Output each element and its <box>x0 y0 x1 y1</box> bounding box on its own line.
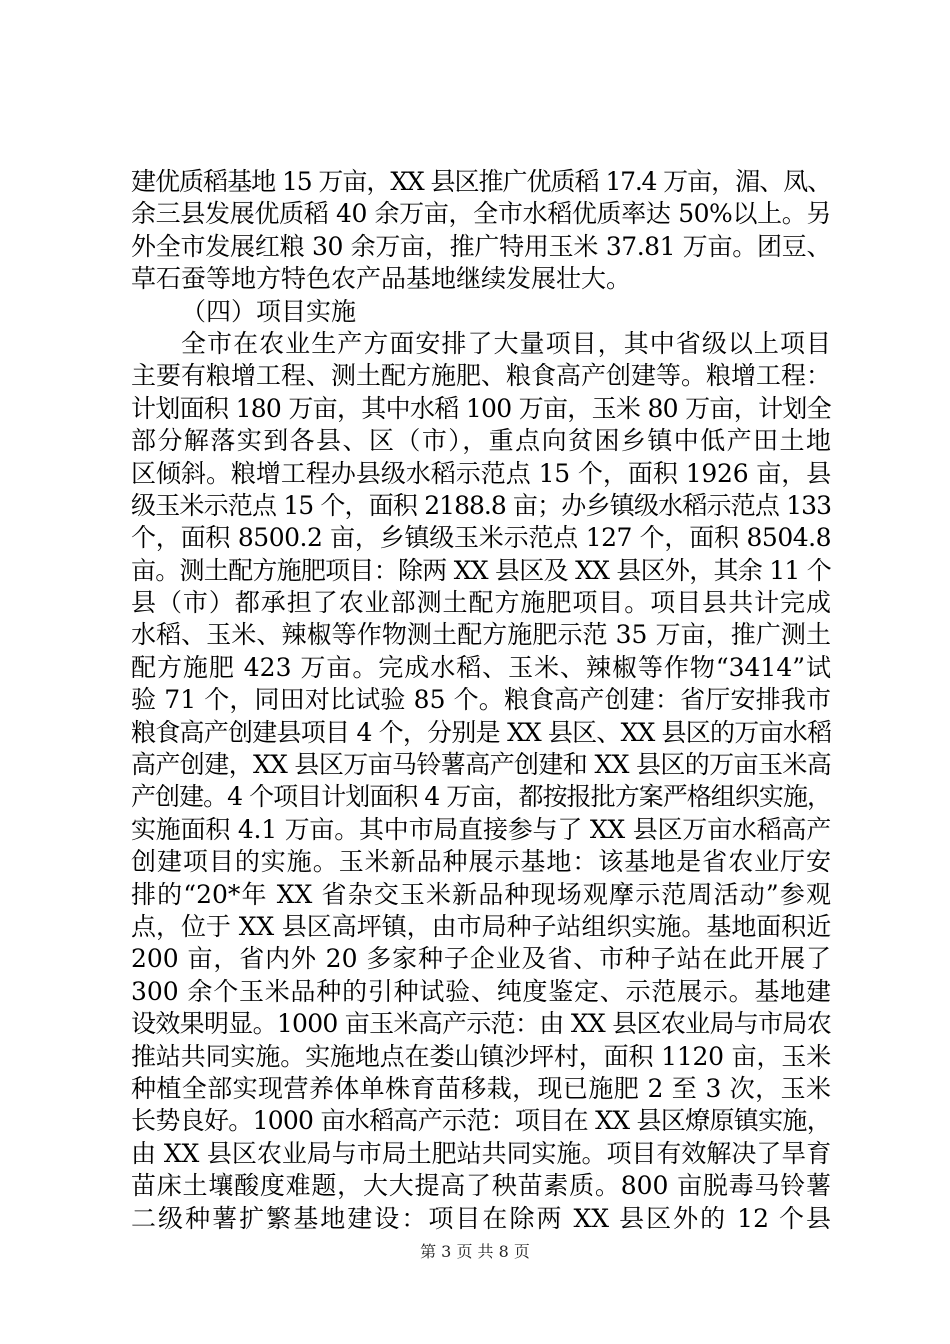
paragraph-line: 种植全部实现营养体单株育苗移栽，现已施肥 2 至 3 次，玉米 <box>131 1073 831 1103</box>
paragraph-line: 粮食高产创建县项目 4 个，分别是 XX 县区、XX 县区的万亩水稻 <box>131 717 831 747</box>
paragraph-line: 水稻、玉米、辣椒等作物测土配方施肥示范 35 万亩，推广测土 <box>131 620 831 650</box>
document-body <box>131 166 831 1235</box>
paragraph-line: 设效果明显。1000 亩玉米高产示范：由 XX 县区农业局与市局农 <box>131 1009 831 1039</box>
paragraph-line: 个，面积 8500.2 亩，乡镇级玉米示范点 127 个，面积 8504.8 <box>131 523 831 553</box>
page-footer <box>0 1239 950 1262</box>
paragraph-line: 部分解落实到各县、区（市），重点向贫困乡镇中低产田土地 <box>131 426 831 456</box>
paragraph-line: 推站共同实施。实施地点在娄山镇沙坪村，面积 1120 亩，玉米 <box>131 1041 831 1071</box>
paragraph-line: 余三县发展优质稻 40 余万亩，全市水稻优质率达 50%以上。另 <box>131 199 831 229</box>
paragraph-line: 苗床土壤酸度难题，大大提高了秧苗素质。800 亩脱毒马铃薯 <box>131 1171 831 1201</box>
paragraph-line: 主要有粮增工程、测土配方施肥、粮食高产创建等。粮增工程： <box>131 361 832 391</box>
paragraph-line: 草石蚕等地方特色农产品基地继续发展壮大。 <box>131 264 632 294</box>
paragraph-line: 高产创建，XX 县区万亩马铃薯高产创建和 XX 县区的万亩玉米高 <box>131 750 831 780</box>
paragraph-line: 由 XX 县区农业局与市局土肥站共同实施。项目有效解决了旱育 <box>131 1138 831 1168</box>
paragraph-line: 二级种薯扩繁基地建设：项目在除两 XX 县区外的 12 个县 <box>131 1203 831 1233</box>
page-number: 第 3 页 共 8 页 <box>420 1242 530 1261</box>
paragraph-line: 300 余个玉米品种的引种试验、纯度鉴定、示范展示。基地建 <box>131 976 831 1006</box>
paragraph-line: 长势良好。1000 亩水稻高产示范：项目在 XX 县区燎原镇实施， <box>131 1106 831 1136</box>
paragraph-line: 验 71 个，同田对比试验 85 个。粮食高产创建：省厅安排我市 <box>131 685 831 715</box>
paragraph-line: 排的“20*年 XX 省杂交玉米新品种现场观摩示范周活动”参观 <box>131 879 831 909</box>
paragraph-line: 区倾斜。粮增工程办县级水稻示范点 15 个，面积 1926 亩，县 <box>131 458 831 488</box>
paragraph-line: 建优质稻基地 15 万亩，XX 县区推广优质稻 17.4 万亩，湄、凤、 <box>131 167 831 196</box>
paragraph-line: 实施面积 4.1 万亩。其中市局直接参与了 XX 县区万亩水稻高产 <box>131 814 831 844</box>
paragraph-line: 计划面积 180 万亩，其中水稻 100 万亩，玉米 80 万亩，计划全 <box>131 393 831 423</box>
paragraph-line: 全市在农业生产方面安排了大量项目，其中省级以上项目 <box>181 328 831 358</box>
paragraph-line: 点，位于 XX 县区高坪镇，由市局种子站组织实施。基地面积近 <box>131 911 831 941</box>
paragraph-line: 产创建。4 个项目计划面积 4 万亩，都按报批方案严格组织实施， <box>131 782 831 812</box>
paragraph-line: 亩。测土配方施肥项目：除两 XX 县区及 XX 县区外，其余 11 个 <box>131 555 831 585</box>
paragraph-line: 配方施肥 423 万亩。完成水稻、玉米、辣椒等作物“3414”试 <box>131 652 831 682</box>
section-heading: （四）项目实施 <box>181 296 357 326</box>
paragraph-line: 级玉米示范点 15 个，面积 2188.8 亩；办乡镇级水稻示范点 133 <box>131 490 831 520</box>
paragraph-line: 县（市）都承担了农业部测土配方施肥项目。项目县共计完成 <box>131 588 831 618</box>
paragraph-line: 200 亩，省内外 20 多家种子企业及省、市种子站在此开展了 <box>131 944 831 974</box>
paragraph-line: 外全市发展红粮 30 余万亩，推广特用玉米 37.81 万亩。团豆、 <box>131 231 831 261</box>
paragraph-line: 创建项目的实施。玉米新品种展示基地：该基地是省农业厅安 <box>131 847 831 877</box>
